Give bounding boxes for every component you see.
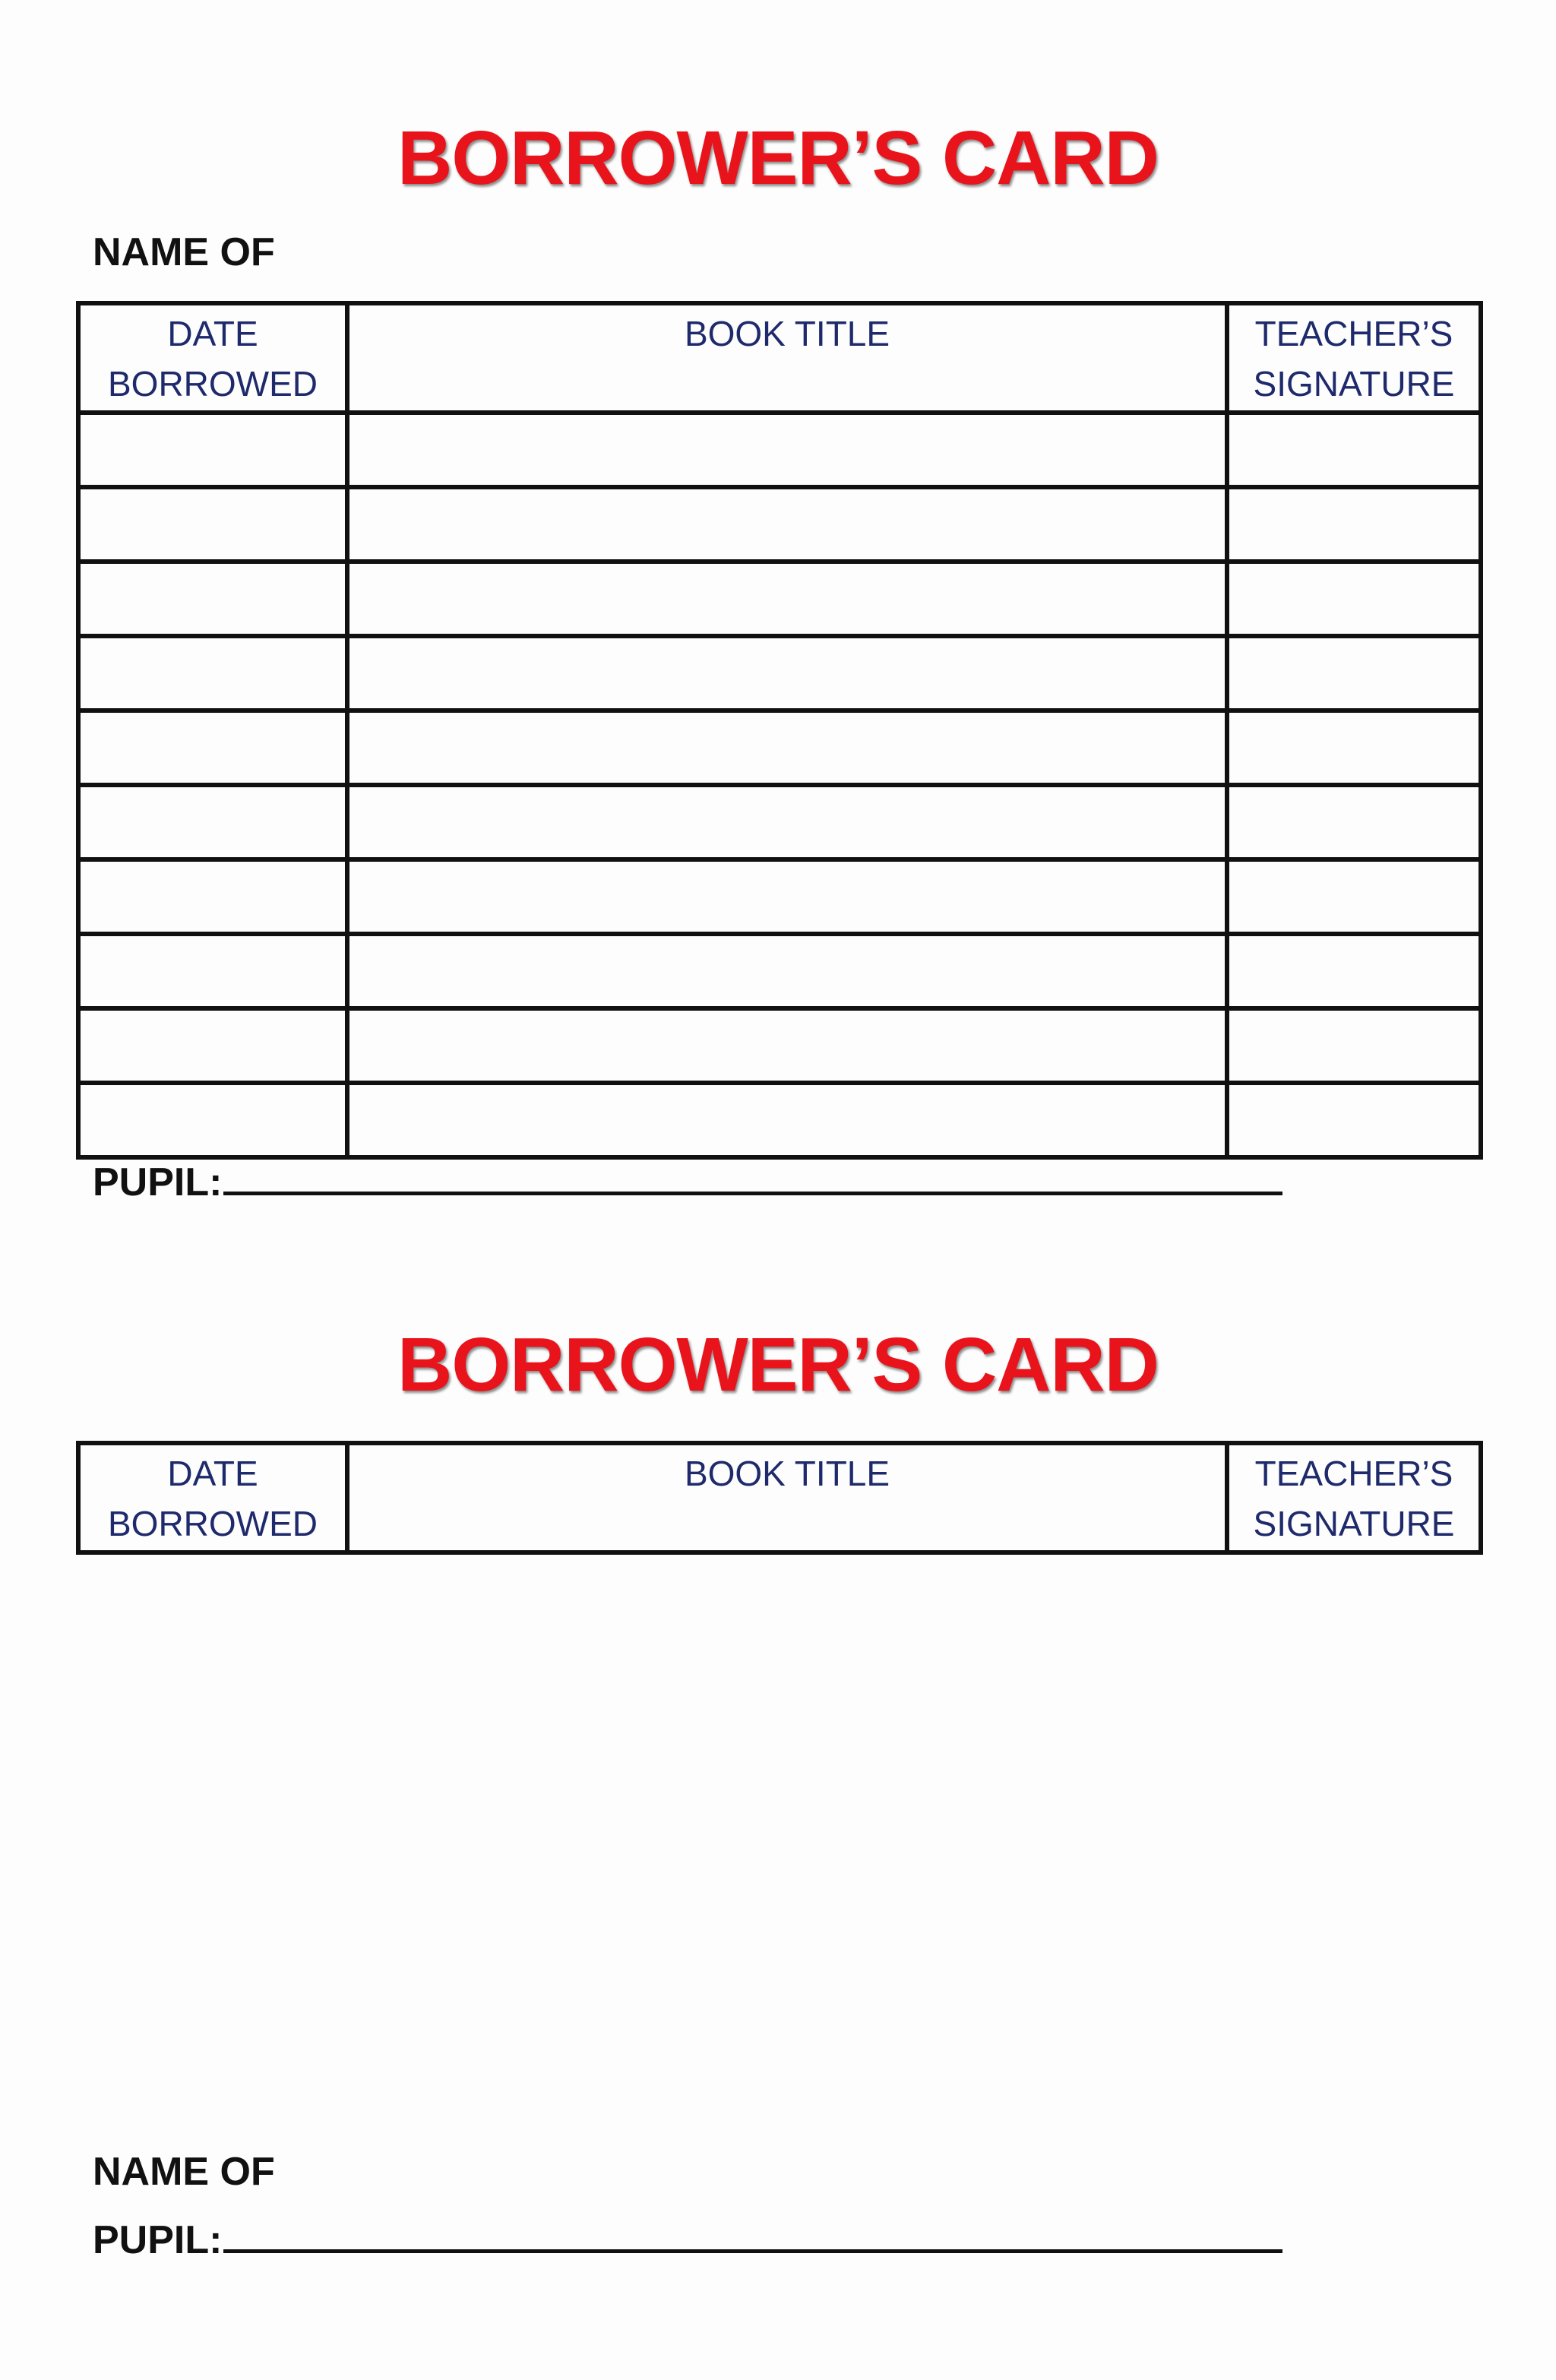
- book-title-header: [347, 1443, 1227, 1552]
- teacher-signature-cell[interactable]: [1227, 1008, 1481, 1083]
- date-header-line1: DATE: [167, 1454, 258, 1493]
- teacher-signature-header: [1227, 303, 1481, 413]
- teacher-signature-cell[interactable]: [1227, 487, 1481, 562]
- book-title-header: [347, 303, 1227, 413]
- table-row: [78, 934, 1481, 1008]
- signature-header-line2: SIGNATURE: [1253, 1504, 1455, 1543]
- table-row: [78, 785, 1481, 859]
- table-row: [78, 859, 1481, 934]
- table-row: [78, 711, 1481, 785]
- teacher-signature-cell[interactable]: [1227, 934, 1481, 1008]
- card-2-name-label: NAME OF: [93, 2150, 275, 2194]
- date-header-line2: BORROWED: [108, 1504, 318, 1543]
- date-borrowed-cell[interactable]: [78, 413, 347, 487]
- teacher-signature-cell[interactable]: [1227, 859, 1481, 934]
- book-title-cell[interactable]: [347, 413, 1227, 487]
- card-2-borrow-table: [76, 1441, 1483, 1555]
- book-title-header-text: BOOK TITLE: [684, 314, 890, 353]
- teacher-signature-cell[interactable]: [1227, 785, 1481, 859]
- book-title-cell[interactable]: [347, 636, 1227, 711]
- signature-header-line2: SIGNATURE: [1253, 364, 1455, 404]
- table-row: [78, 1083, 1481, 1157]
- date-borrowed-header: [78, 303, 347, 413]
- book-title-cell[interactable]: [347, 711, 1227, 785]
- signature-header-line1: TEACHER’S: [1254, 314, 1453, 353]
- table-header-row: [78, 303, 1481, 413]
- date-borrowed-cell[interactable]: [78, 636, 347, 711]
- card-2-title: BORROWER’S CARD: [397, 1322, 1159, 1407]
- date-borrowed-header: [78, 1443, 347, 1552]
- table-row: [78, 562, 1481, 636]
- teacher-signature-cell[interactable]: [1227, 636, 1481, 711]
- card-1-pupil-line: [93, 1161, 1282, 1202]
- signature-header-line1: TEACHER’S: [1254, 1454, 1453, 1493]
- teacher-signature-cell[interactable]: [1227, 413, 1481, 487]
- date-header-line1: DATE: [167, 314, 258, 353]
- table-row: [78, 487, 1481, 562]
- book-title-cell[interactable]: [347, 487, 1227, 562]
- pupil-name-blank[interactable]: [223, 2219, 1282, 2253]
- book-title-cell[interactable]: [347, 562, 1227, 636]
- teacher-signature-cell[interactable]: [1227, 711, 1481, 785]
- book-title-cell[interactable]: [347, 1008, 1227, 1083]
- date-borrowed-cell[interactable]: [78, 1008, 347, 1083]
- card-1-pupil-label: PUPIL:: [93, 1160, 223, 1204]
- book-title-cell[interactable]: [347, 785, 1227, 859]
- date-borrowed-cell[interactable]: [78, 562, 347, 636]
- table-row: [78, 1008, 1481, 1083]
- date-borrowed-cell[interactable]: [78, 711, 347, 785]
- pupil-name-blank[interactable]: [223, 1161, 1282, 1195]
- card-1-table-body: [78, 413, 1481, 1157]
- card-2-pupil-line: [93, 2219, 1282, 2260]
- teacher-signature-cell[interactable]: [1227, 562, 1481, 636]
- date-header-line2: BORROWED: [108, 364, 318, 404]
- date-borrowed-cell[interactable]: [78, 785, 347, 859]
- date-borrowed-cell[interactable]: [78, 859, 347, 934]
- teacher-signature-header: [1227, 1443, 1481, 1552]
- book-title-cell[interactable]: [347, 934, 1227, 1008]
- card-1-borrow-table: [76, 301, 1483, 1160]
- book-title-cell[interactable]: [347, 1083, 1227, 1157]
- card-1-title: BORROWER’S CARD: [397, 116, 1159, 201]
- table-header-row: [78, 1443, 1481, 1552]
- table-row: [78, 636, 1481, 711]
- card-2-pupil-label: PUPIL:: [93, 2218, 223, 2262]
- book-title-cell[interactable]: [347, 859, 1227, 934]
- book-title-header-text: BOOK TITLE: [684, 1454, 890, 1493]
- table-row: [78, 413, 1481, 487]
- teacher-signature-cell[interactable]: [1227, 1083, 1481, 1157]
- date-borrowed-cell[interactable]: [78, 934, 347, 1008]
- card-1-name-label: NAME OF: [93, 230, 275, 274]
- date-borrowed-cell[interactable]: [78, 1083, 347, 1157]
- date-borrowed-cell[interactable]: [78, 487, 347, 562]
